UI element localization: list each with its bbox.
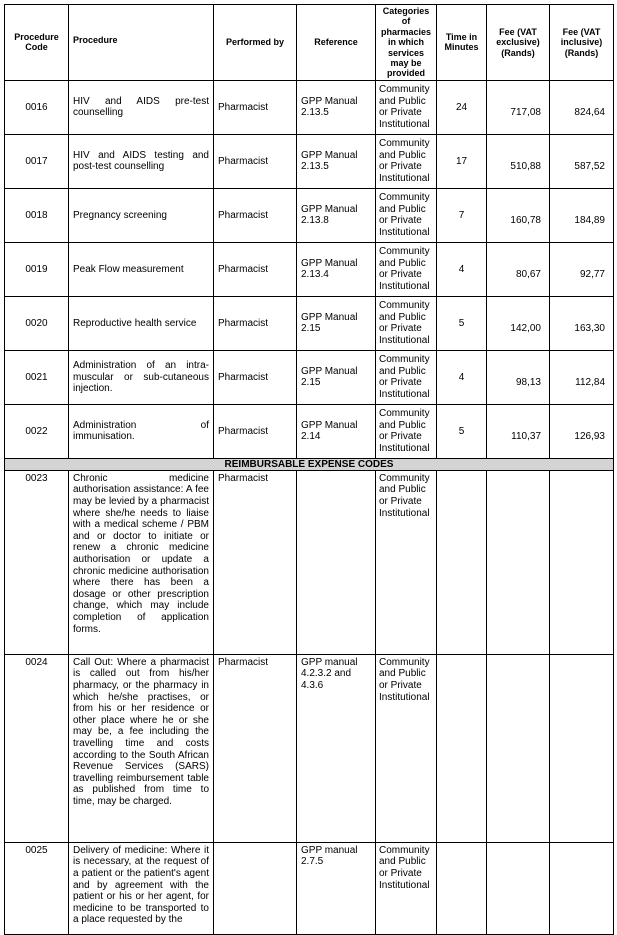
procedure-table: [4, 4, 614, 935]
reference: GPP manual 2.7.5: [297, 842, 376, 934]
procedure-name: Pregnancy screening: [69, 188, 214, 242]
time-minutes: 17: [437, 134, 487, 188]
procedure-code: 0022: [5, 404, 69, 458]
section-title: REIMBURSABLE EXPENSE CODES: [5, 458, 614, 470]
performed-by: [214, 842, 297, 934]
reference: GPP Manual 2.15: [297, 350, 376, 404]
section-header-row: [5, 458, 614, 470]
categories: Community and Public or Private Institutional: [376, 188, 437, 242]
table-row: [5, 296, 614, 350]
categories: Community and Public or Private Institutional: [376, 242, 437, 296]
time-minutes: 7: [437, 188, 487, 242]
performed-by: Pharmacist: [214, 654, 297, 842]
header-procedure: Procedure: [69, 5, 214, 81]
reference: GPP Manual 2.13.8: [297, 188, 376, 242]
procedure-name: HIV and AIDS pre-test counselling: [69, 80, 214, 134]
procedure-name: Chronic medicine authorisation assistance: A fee may be levied by a pharmacist where she/he needs to liaise with a medical scheme / PBM and or doctor to initiate or renew a chronic medicine authorisation or update a chronic medicine authorisation where there has been a dosage or other prescription change, which may include completion of application forms.: [69, 470, 214, 654]
table-row: [5, 188, 614, 242]
reference: GPP manual 4.2.3.2 and 4.3.6: [297, 654, 376, 842]
procedure-code: 0023: [5, 470, 69, 654]
fee-vat-exclusive: 510,88: [487, 134, 550, 188]
time-minutes: [437, 842, 487, 934]
time-minutes: 4: [437, 242, 487, 296]
reference: GPP Manual 2.15: [297, 296, 376, 350]
procedure-code: 0024: [5, 654, 69, 842]
reference: [297, 470, 376, 654]
fee-vat-exclusive: 98,13: [487, 350, 550, 404]
procedure-code: 0018: [5, 188, 69, 242]
procedure-code: 0017: [5, 134, 69, 188]
reference: GPP Manual 2.14: [297, 404, 376, 458]
time-minutes: [437, 470, 487, 654]
header-categories: Categories of pharmacies in which services may be provided: [376, 5, 437, 81]
table-row: [5, 470, 614, 654]
header-performed-by: Performed by: [214, 5, 297, 81]
categories: Community and Public or Private Institutional: [376, 470, 437, 654]
time-minutes: 24: [437, 80, 487, 134]
fee-vat-inclusive: 587,52: [550, 134, 614, 188]
fee-vat-inclusive: 184,89: [550, 188, 614, 242]
procedure-code: 0025: [5, 842, 69, 934]
header-code: Procedure Code: [5, 5, 69, 81]
performed-by: Pharmacist: [214, 188, 297, 242]
procedure-name: Administration of an intra-muscular or sub-cutaneous injection.: [69, 350, 214, 404]
performed-by: Pharmacist: [214, 470, 297, 654]
reference: GPP Manual 2.13.5: [297, 80, 376, 134]
header-reference: Reference: [297, 5, 376, 81]
header-fee-incl: Fee (VAT inclusive) (Rands): [550, 5, 614, 81]
fee-vat-inclusive: [550, 842, 614, 934]
fee-vat-inclusive: [550, 470, 614, 654]
header-row: [5, 5, 614, 81]
reference: GPP Manual 2.13.4: [297, 242, 376, 296]
fee-vat-exclusive: 717,08: [487, 80, 550, 134]
time-minutes: 4: [437, 350, 487, 404]
procedure-code: 0021: [5, 350, 69, 404]
fee-vat-inclusive: 112,84: [550, 350, 614, 404]
categories: Community and Public or Private Institutional: [376, 350, 437, 404]
fee-vat-exclusive: [487, 654, 550, 842]
categories: Community and Public or Private Institutional: [376, 80, 437, 134]
time-minutes: 5: [437, 296, 487, 350]
fee-vat-inclusive: 92,77: [550, 242, 614, 296]
fee-vat-inclusive: [550, 654, 614, 842]
table-row: [5, 842, 614, 934]
table-row: [5, 242, 614, 296]
header-fee-excl: Fee (VAT exclusive) (Rands): [487, 5, 550, 81]
fee-vat-inclusive: 126,93: [550, 404, 614, 458]
table-row: [5, 404, 614, 458]
table-row: [5, 80, 614, 134]
table-row: [5, 350, 614, 404]
procedure-name: Delivery of medicine: Where it is necessary, at the request of a patient or the patient's agent and by agreement with the patient or his or her agent, for medicine to be transported to a place requested by the: [69, 842, 214, 934]
fee-vat-exclusive: 142,00: [487, 296, 550, 350]
fee-vat-inclusive: 824,64: [550, 80, 614, 134]
categories: Community and Public or Private Institutional: [376, 404, 437, 458]
procedure-name: Administration of immunisation.: [69, 404, 214, 458]
procedure-name: Call Out: Where a pharmacist is called out from his/her pharmacy, or the pharmacy in which he/she practises, or from his or her residence or other place where he or she may be, a fee including the travelling time and costs according to the South African Revenue Services (SARS) travelling reimbursement table as published from time to time, may be charged.: [69, 654, 214, 842]
fee-vat-exclusive: [487, 842, 550, 934]
procedure-code: 0019: [5, 242, 69, 296]
performed-by: Pharmacist: [214, 296, 297, 350]
procedure-code: 0020: [5, 296, 69, 350]
fee-schedule: [4, 4, 614, 935]
categories: Community and Public or Private Institutional: [376, 654, 437, 842]
reference: GPP Manual 2.13.5: [297, 134, 376, 188]
header-time: Time in Minutes: [437, 5, 487, 81]
time-minutes: [437, 654, 487, 842]
performed-by: Pharmacist: [214, 134, 297, 188]
procedure-name: HIV and AIDS testing and post-test counselling: [69, 134, 214, 188]
fee-vat-inclusive: 163,30: [550, 296, 614, 350]
performed-by: Pharmacist: [214, 242, 297, 296]
categories: Community and Public or Private Institutional: [376, 296, 437, 350]
performed-by: Pharmacist: [214, 80, 297, 134]
procedure-code: 0016: [5, 80, 69, 134]
fee-vat-exclusive: 160,78: [487, 188, 550, 242]
performed-by: Pharmacist: [214, 350, 297, 404]
categories: Community and Public or Private Institutional: [376, 842, 437, 934]
fee-vat-exclusive: 80,67: [487, 242, 550, 296]
procedure-name: Reproductive health service: [69, 296, 214, 350]
fee-vat-exclusive: [487, 470, 550, 654]
table-row: [5, 134, 614, 188]
time-minutes: 5: [437, 404, 487, 458]
procedure-name: Peak Flow measurement: [69, 242, 214, 296]
fee-vat-exclusive: 110,37: [487, 404, 550, 458]
categories: Community and Public or Private Institutional: [376, 134, 437, 188]
performed-by: Pharmacist: [214, 404, 297, 458]
table-row: [5, 654, 614, 842]
